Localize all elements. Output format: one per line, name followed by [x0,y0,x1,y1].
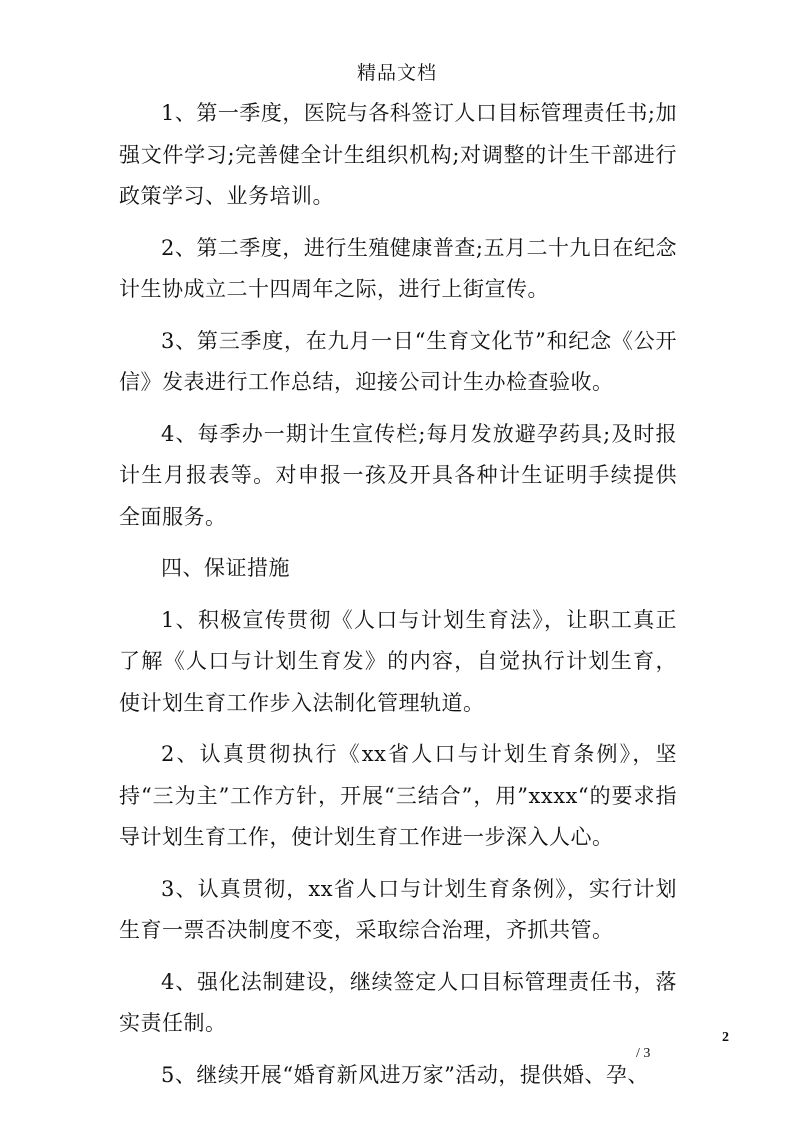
document-body [119,93,677,1096]
section-heading-measures: 四、保证措施 [161,556,290,580]
paragraph-quarterly-tasks: 4、每季办一期计生宣传栏;每月发放避孕药具;及时报计生月报表等。对申报一孩及开具各种计生证明手续提供全面服务。 [119,421,677,529]
document-header: 精品文档 [356,62,437,84]
paragraph-q2: 2、第二季度，进行生殖健康普查;五月二十九日在纪念计生协成立二十四周年之际，进行上街宣传。 [119,235,677,301]
page-number: 2 [722,1030,729,1045]
paragraph-q1: 1、第一季度，医院与各科签订人口目标管理责任书;加强文件学习;完善健全计生组织机构;对调整的计生干部进行政策学习、业务培训。 [119,101,677,208]
paragraph-measure-5: 5、继续开展“婚育新风进万家”活动，提供婚、孕、 [161,1062,649,1087]
page-total: / 3 [636,1046,651,1061]
paragraph-measure-1: 1、积极宣传贯彻《人口与计划生育法》，让职工真正了解《人口与计划生育发》的内容，自觉执行计划生育，使计划生育工作步入法制化管理轨道。 [119,607,677,715]
paragraph-measure-2: 2、认真贯彻执行《xx省人口与计划生育条例》，坚持“三为主”工作方针，开展“三结合”，用”xxxx“的要求指导计划生育工作，使计划生育工作进一步深入人心。 [119,742,677,849]
paragraph-measure-4: 4、强化法制建设，继续签定人口目标管理责任书，落实责任制。 [119,969,677,1035]
paragraph-measure-3: 3、认真贯彻，xx省人口与计划生育条例》，实行计划生育一票否决制度不变，采取综合治理，齐抓共管。 [119,876,677,942]
paragraph-q3: 3、第三季度，在九月一日“生育文化节”和纪念《公开信》发表进行工作总结，迎接公司计生办检查验收。 [119,328,677,394]
